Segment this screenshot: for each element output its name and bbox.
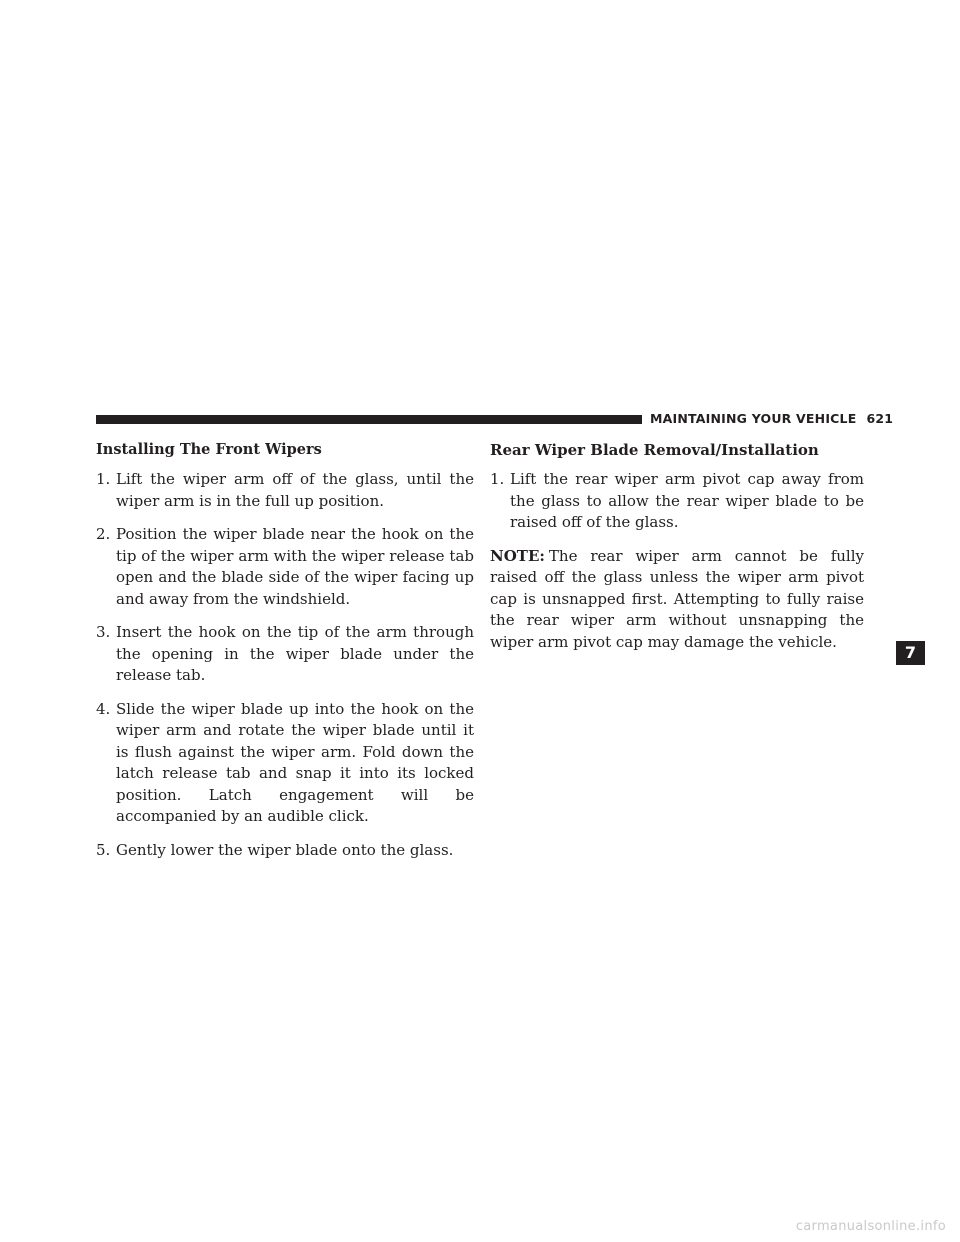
- page-number: 621: [866, 411, 894, 426]
- step-text: Lift the rear wiper arm pivot cap away from the glass to allow the rear wiper blade to be raised off of the glass.: [510, 470, 864, 531]
- step-number: 3.: [96, 623, 111, 641]
- left-column: [96, 440, 474, 873]
- step-text: Position the wiper blade near the hook on the tip of the wiper arm with the wiper release tab open and the blade side of the wiper facing up and away from the windshield.: [116, 525, 474, 608]
- note-text: The rear wiper arm cannot be fully raised off the glass unless the wiper arm pivot cap is unsnapped first. Attempting to fully raise the rear wiper arm without unsnapping the wiper arm pivot cap may damage the vehicle.: [490, 546, 864, 651]
- watermark: carmanualsonline.info: [795, 1219, 946, 1234]
- section-heading-front-wipers: Installing The Front Wipers: [96, 441, 322, 458]
- step-number: 1.: [96, 470, 111, 488]
- step-number: 1.: [490, 470, 505, 488]
- chapter-tab: 7: [896, 641, 925, 665]
- right-column: [490, 440, 864, 653]
- step-text: Insert the hook on the tip of the arm through the opening in the wiper blade under the release tab.: [116, 623, 474, 684]
- note-paragraph: [490, 546, 864, 654]
- running-header: [650, 410, 893, 428]
- section-title: MAINTAINING YOUR VEHICLE: [650, 411, 857, 426]
- list-item: [490, 469, 864, 534]
- note-label: NOTE:: [490, 546, 545, 565]
- step-number: 5.: [96, 840, 111, 859]
- header-rule: [96, 415, 642, 424]
- step-number: 4.: [96, 699, 111, 718]
- list-item: [96, 524, 474, 610]
- step-number: 2.: [96, 525, 111, 543]
- section-heading-rear-wiper: Rear Wiper Blade Removal/Installation: [490, 441, 819, 459]
- list-item: [96, 699, 474, 828]
- step-text: Slide the wiper blade up into the hook on the wiper arm and rotate the wiper blade until it is flush against the wiper arm. Fold down the latch release tab and snap it into its locked position. Latch engagement will be accompanied by an audible click.: [116, 699, 474, 825]
- step-text: Gently lower the wiper blade onto the glass.: [116, 840, 454, 859]
- step-text: Lift the wiper arm off of the glass, until the wiper arm is in the full up position.: [116, 470, 474, 510]
- list-item: [96, 622, 474, 687]
- list-item: [96, 840, 474, 862]
- list-item: [96, 469, 474, 512]
